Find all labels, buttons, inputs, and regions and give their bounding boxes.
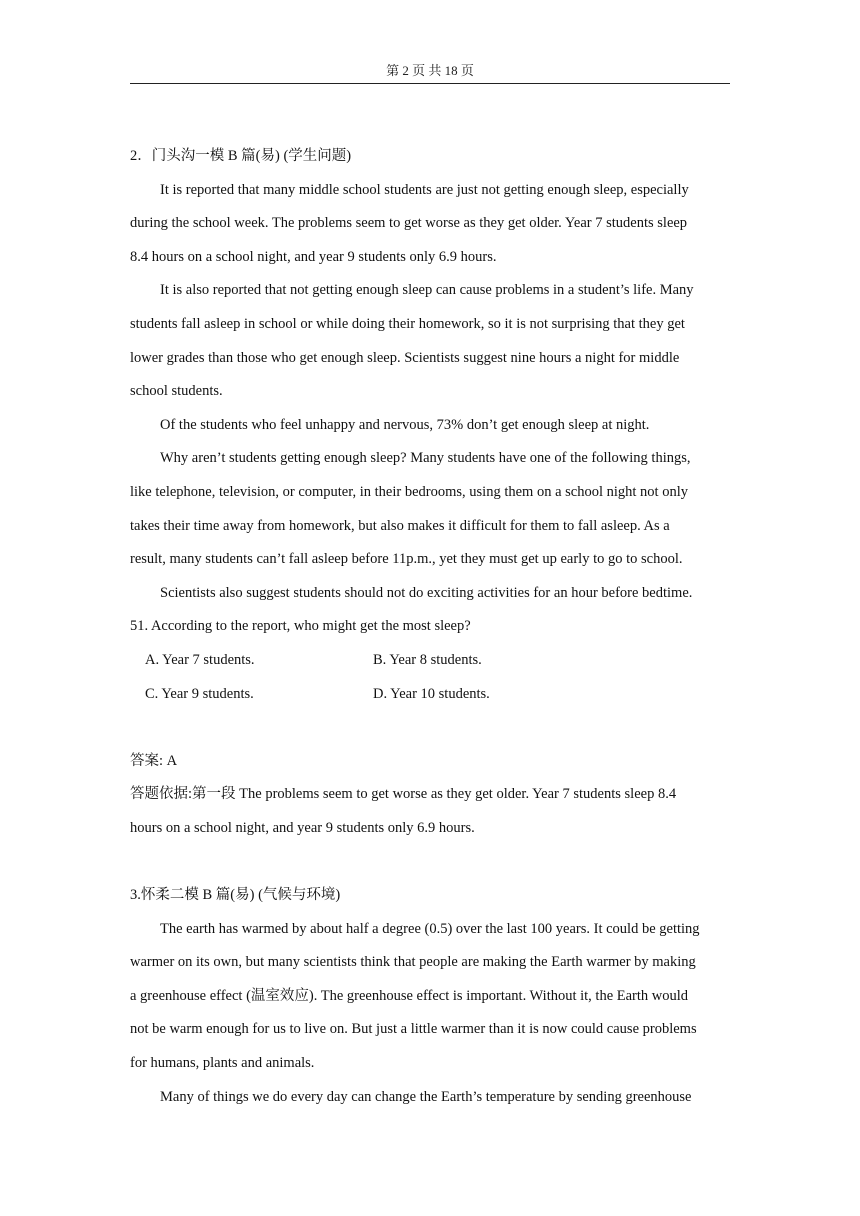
text-line: takes their time away from homework, but also makes it difficult for them to fall asleep. As a: [130, 517, 670, 534]
option-b: B. Year 8 students.: [373, 651, 482, 668]
text-line: Many of things we do every day can change the Earth’s temperature by sending greenhouse: [160, 1088, 692, 1105]
option-a: A. Year 7 students.: [145, 651, 255, 668]
paragraph: [130, 174, 730, 275]
page-header: [130, 60, 730, 84]
text-line: a greenhouse effect (温室效应). The greenhouse effect is important. Without it, the Earth would: [130, 987, 689, 1004]
option-d: D. Year 10 students.: [373, 685, 490, 702]
text-line: warmer on its own, but many scientists think that people are making the Earth warmer by making: [130, 954, 696, 971]
section-title: 2．门头沟一模 B 篇(易) (学生问题): [130, 148, 352, 164]
text-line: for humans, plants and animals.: [130, 1055, 315, 1072]
text-line: like telephone, television, or computer, in their bedrooms, using them on a school night not only: [130, 483, 688, 500]
paragraph: [130, 913, 730, 1081]
text-line: 答题依据:第一段 The problems seem to get worse as they get older. Year 7 students sleep 8.4: [130, 786, 677, 803]
text-line: school students.: [130, 383, 223, 400]
spacer: [130, 711, 730, 745]
text-line: Why aren’t students getting enough sleep? Many students have one of the following things,: [160, 450, 691, 467]
text-line: Scientists also suggest students should not do exciting activities for an hour before bedtime.: [160, 584, 693, 601]
section-title: 3.怀柔二模 B 篇(易) (气候与环境): [130, 887, 341, 904]
text-line: result, many students can’t fall asleep before 11p.m., yet they must get up early to go to school.: [130, 551, 683, 568]
paragraph: [130, 442, 730, 576]
text-line: The earth has warmed by about half a degree (0.5) over the last 100 years. It could be getting: [160, 920, 700, 937]
paragraph: [130, 577, 730, 611]
text-line: hours on a school night, and year 9 students only 6.9 hours.: [130, 819, 475, 836]
text-line: not be warm enough for us to live on. But just a little warmer than it is now could cause problems: [130, 1021, 697, 1038]
options-row: [130, 678, 730, 712]
spacer: [130, 845, 730, 879]
paragraph: [130, 409, 730, 443]
text-line: It is also reported that not getting enough sleep can cause problems in a student’s life. Many: [160, 282, 694, 299]
text-line: during the school week. The problems seem to get worse as they get older. Year 7 students sleep: [130, 215, 688, 232]
answer-basis: [130, 778, 730, 845]
paragraph: [130, 274, 730, 408]
options-row: [130, 644, 730, 678]
text-line: lower grades than those who get enough sleep. Scientists suggest nine hours a night for middle: [130, 349, 680, 366]
option-c: C. Year 9 students.: [145, 685, 254, 702]
question-stem: 51. According to the report, who might get the most sleep?: [130, 618, 471, 635]
text-line: It is reported that many middle school students are just not getting enough sleep, especially: [160, 181, 689, 198]
document-body: [130, 140, 730, 1114]
page-number-label: 第 2 页 共 18 页: [386, 63, 474, 78]
text-line: Of the students who feel unhappy and nervous, 73% don’t get enough sleep at night.: [160, 416, 650, 433]
text-line: students fall asleep in school or while doing their homework, so it is not surprising that they get: [130, 315, 685, 332]
paragraph: [130, 1081, 730, 1115]
text-line: 8.4 hours on a school night, and year 9 students only 6.9 hours.: [130, 248, 497, 265]
answer-line: 答案: A: [130, 752, 178, 769]
